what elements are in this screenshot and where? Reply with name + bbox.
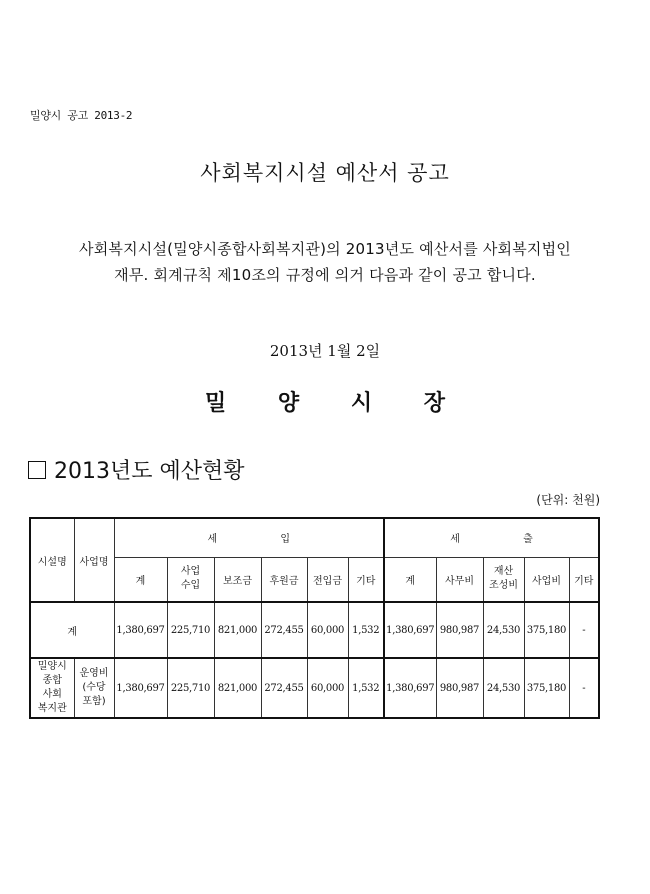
cell: 272,455	[261, 658, 307, 718]
facility-name: 밀양시 종합 사회 복지관	[30, 658, 74, 718]
cell: 1,380,697	[114, 602, 167, 658]
notice-body	[0, 236, 650, 288]
cell: 1,380,697	[384, 658, 436, 718]
notice-body-line-2: 재무. 회계규칙 제10조의 규정에 의거 다음과 같이 공고 합니다.	[114, 266, 536, 284]
budget-table	[29, 517, 600, 719]
header-asset-cost: 재산 조성비	[483, 557, 524, 602]
section-title: 2013년도 예산현황	[54, 459, 245, 484]
notice-date: 2013년 1월 2일	[269, 342, 381, 360]
table-row-total	[30, 602, 599, 658]
header-donation: 후원금	[261, 557, 307, 602]
checkbox-square-icon	[28, 461, 46, 479]
notice-body-line-1: 사회복지시설(밀양시종합사회복지관)의 2013년도 예산서를 사회복지법인	[79, 240, 571, 258]
cell: 375,180	[524, 658, 569, 718]
header-row-group	[30, 518, 599, 557]
issuer-char: 시	[350, 391, 373, 416]
cell: 375,180	[524, 602, 569, 658]
cell: 821,000	[214, 658, 261, 718]
header-transfer: 전입금	[307, 557, 348, 602]
cell: 1,532	[348, 658, 384, 718]
header-expense-group: 세 출	[384, 518, 599, 557]
header-row-columns	[30, 557, 599, 602]
cell: 1,380,697	[114, 658, 167, 718]
header-business-cost: 사업비	[524, 557, 569, 602]
section-heading	[28, 454, 245, 485]
issuer-char: 장	[423, 391, 446, 416]
project-name: 운영비 (수당 포함)	[74, 658, 114, 718]
header-revenue-group: 세 입	[114, 518, 384, 557]
header-subsidy: 보조금	[214, 557, 261, 602]
cell: -	[569, 602, 599, 658]
issuer-char: 양	[277, 391, 300, 416]
header-project: 사업명	[74, 518, 114, 602]
notice-number: 밀양시 공고 2013-2	[30, 109, 133, 122]
cell: 821,000	[214, 602, 261, 658]
header-revenue-total: 계	[114, 557, 167, 602]
header-expense-other: 기타	[569, 557, 599, 602]
header-office-cost: 사무비	[436, 557, 483, 602]
issuer-name	[0, 386, 650, 417]
cell: 980,987	[436, 602, 483, 658]
cell: 24,530	[483, 658, 524, 718]
table-row	[30, 658, 599, 718]
cell: -	[569, 658, 599, 718]
document-title: 사회복지시설 예산서 공고	[200, 161, 450, 185]
header-expense-total: 계	[384, 557, 436, 602]
header-business-income: 사업 수입	[167, 557, 214, 602]
header-facility: 시설명	[30, 518, 74, 602]
cell: 24,530	[483, 602, 524, 658]
cell: 60,000	[307, 602, 348, 658]
unit-label: (단위: 천원)	[536, 493, 600, 507]
cell: 1,380,697	[384, 602, 436, 658]
issuer-char: 밀	[204, 391, 227, 416]
cell: 225,710	[167, 602, 214, 658]
cell: 60,000	[307, 658, 348, 718]
cell: 980,987	[436, 658, 483, 718]
header-revenue-other: 기타	[348, 557, 384, 602]
cell: 1,532	[348, 602, 384, 658]
total-label: 계	[30, 602, 114, 658]
cell: 272,455	[261, 602, 307, 658]
cell: 225,710	[167, 658, 214, 718]
